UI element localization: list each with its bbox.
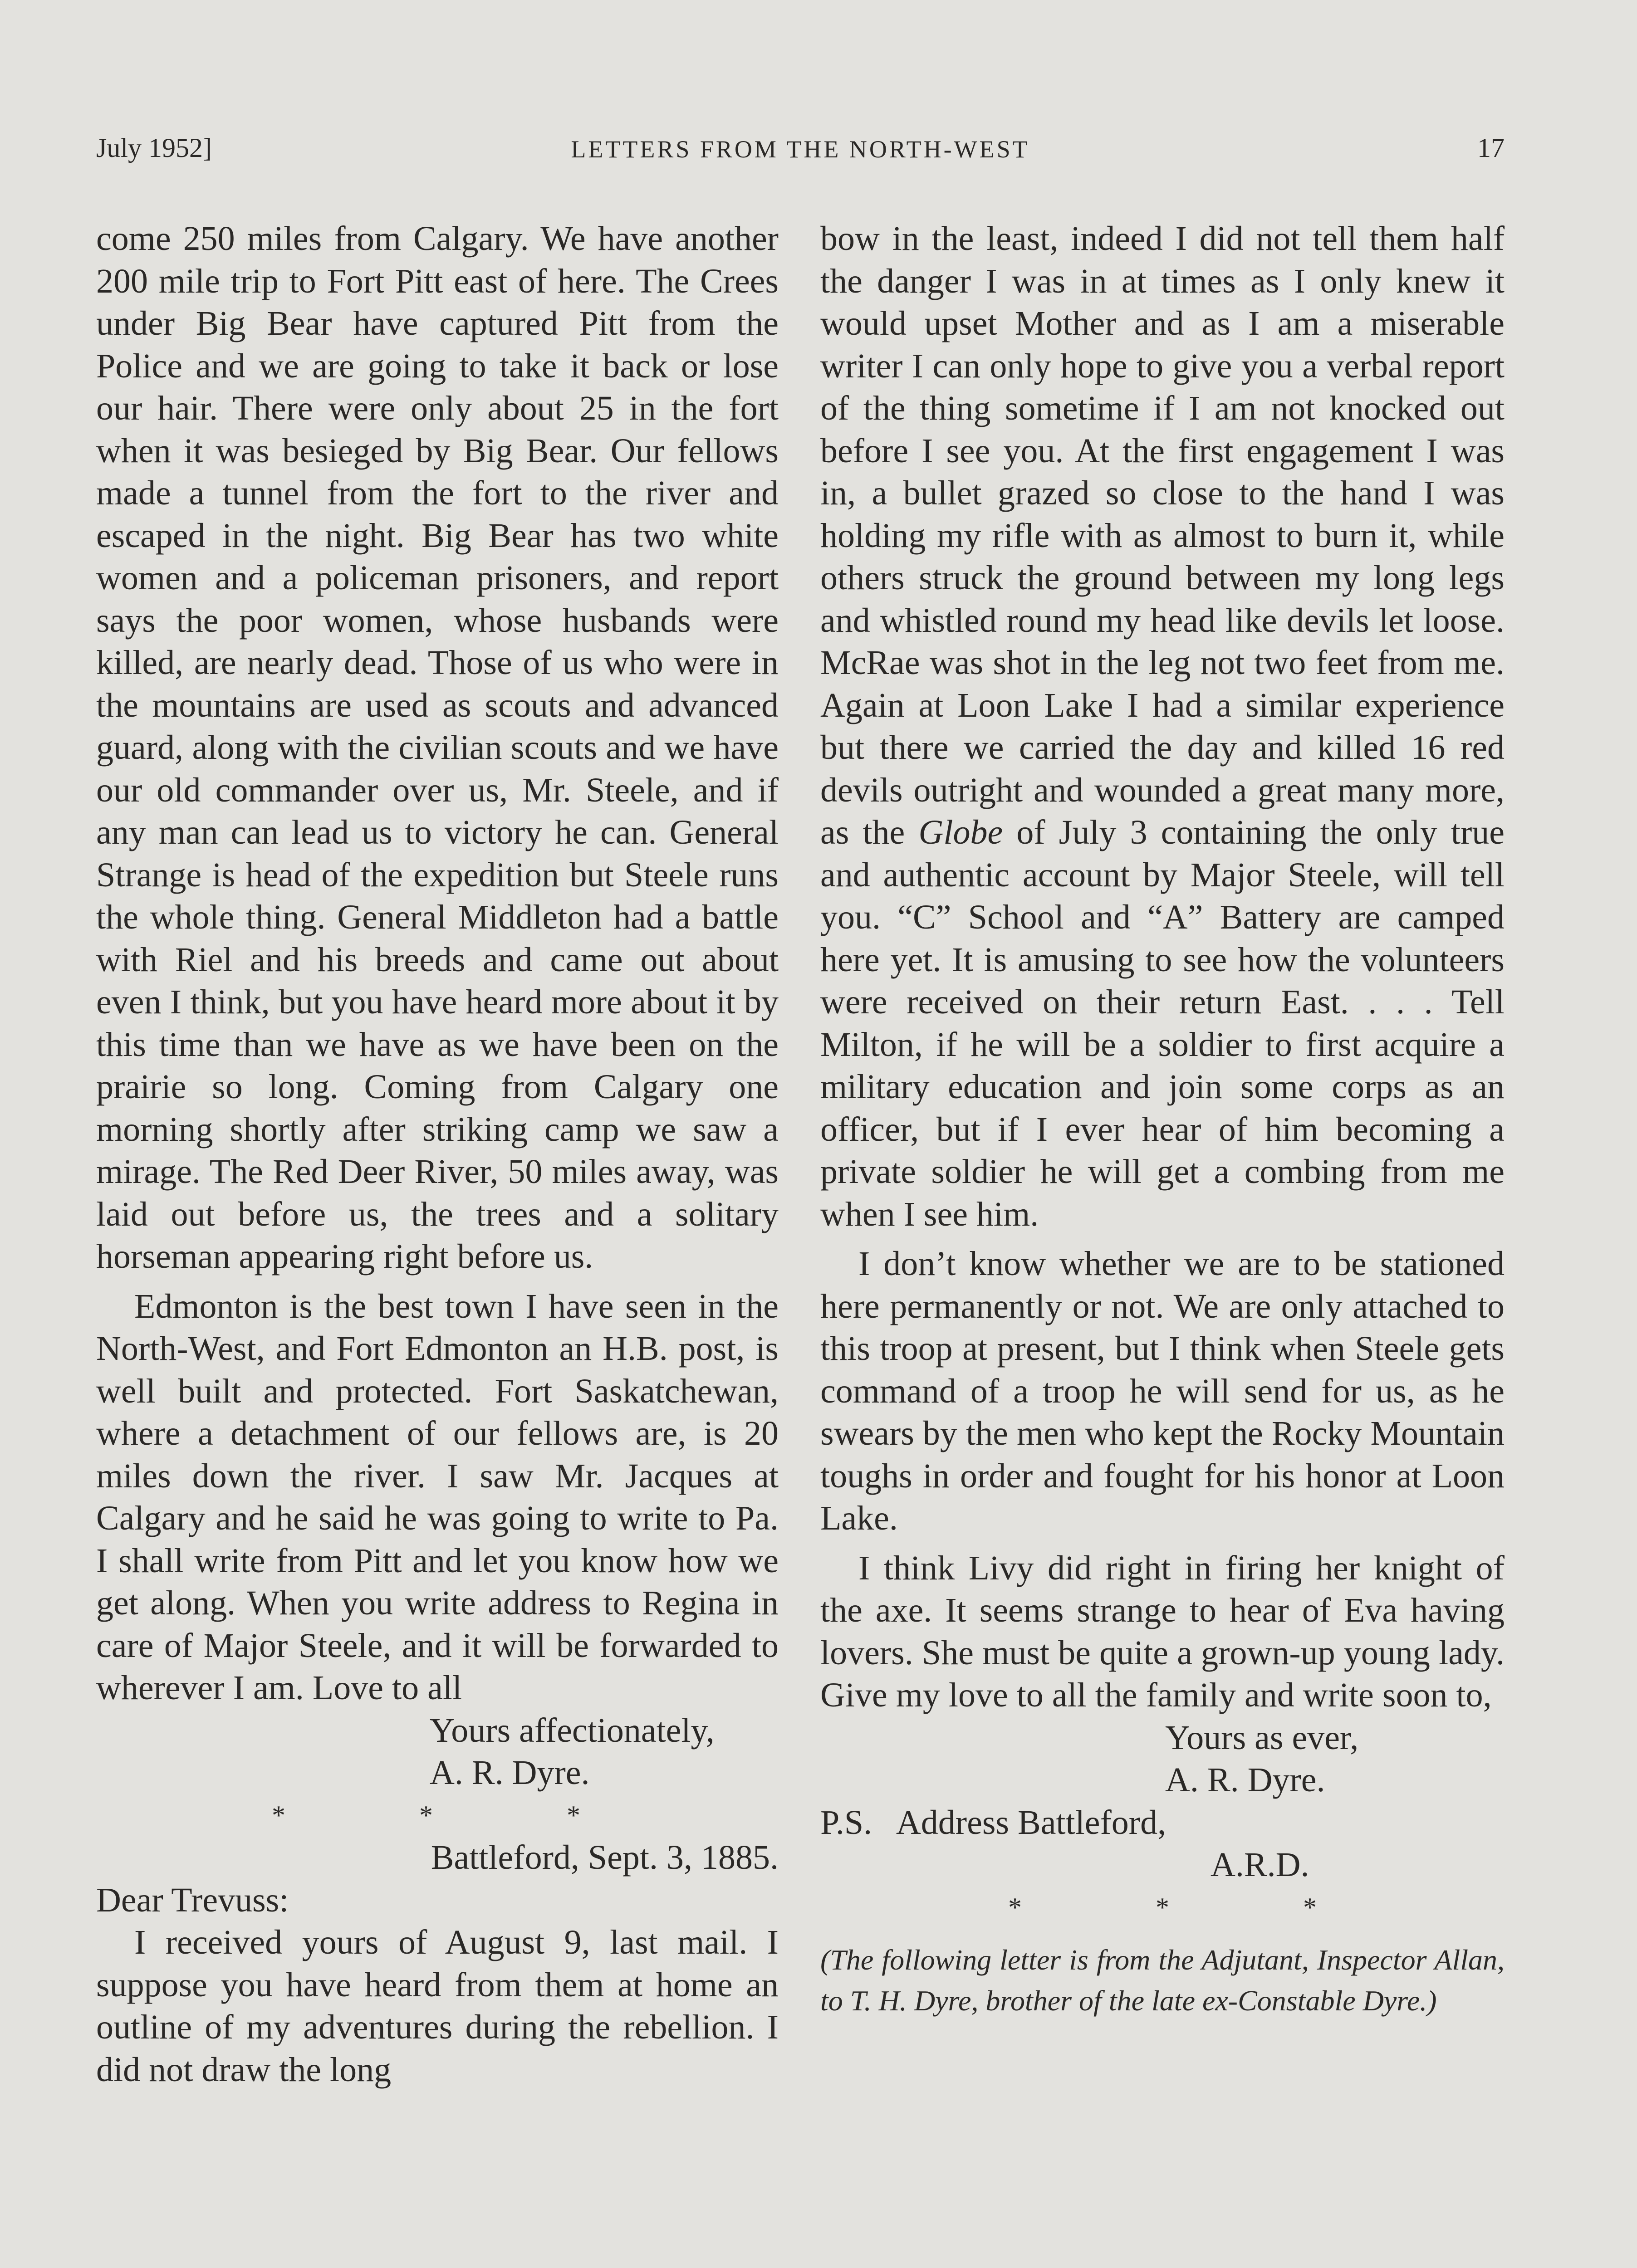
issue-date: July 1952] [96, 133, 212, 163]
section-divider: * * * [272, 1800, 644, 1830]
paragraph-text: bow in the least, indeed I did not tell them half the danger I was in at times as I only knew it would upset Mother and as I am a miserable writer I can only hope to give you a verbal report of the thing sometime if I am not knocked out before I see you. At the first engagement I was in, a bullet grazed so close to the hand I was holding my rifle with as almost to burn it, while others struck the ground between my long legs and whistled round my head like devils let loose. McRae was shot in the leg not two feet from me. Again at Loon Lake I had a similar experience but there we carried the day and killed 16 red devils outright and wounded a great many more, as the [820, 220, 1505, 851]
letter-signature: A. R. Dyre. [430, 1754, 590, 1792]
running-title: LETTERS FROM THE NORTH-WEST [571, 136, 1030, 163]
editorial-note: (The following letter is from the Adjutant, Inspector Allan, to T. H. Dyre, brother of the late ex-Constable Dyre.) [820, 1944, 1505, 2017]
paragraph: Edmonton is the best town I have seen in the North-West, and Fort Edmonton an H.B. post, is well built and protected. Fort Saskatchewan, where a detachment of our fellows are, is 20 miles down the river. I saw Mr. Jacques at Calgary and he said he was going to write to Pa. I shall write from Pitt and let you know how we get along. When you write address to Regina in care of Major Steele, and it will be forwarded to wherever I am. Love to all [96, 1287, 779, 1707]
letter-dateline: Battleford, Sept. 3, 1885. [431, 1838, 779, 1877]
letter-salutation: Dear Trevuss: [96, 1881, 289, 1919]
newspaper-title: Globe [918, 813, 1003, 851]
left-column [96, 218, 779, 2091]
paragraph: I don’t know whether we are to be stationed here permanently or not. We are only attached to this troop at present, but I think when Steele gets command of a troop he will send for us, as he swears by the men who kept the Rocky Mountain toughs in order and fought for his honor at Loon Lake. [820, 1245, 1505, 1537]
letter-closing: Yours as ever, [1165, 1718, 1359, 1757]
paragraph: I think Livy did right in firing her knight of the axe. It seems strange to hear of Eva having lovers. She must be quite a grown-up young lady. Give my love to all the family and write soon to, [820, 1549, 1505, 1714]
paragraph: I received yours of August 9, last mail. I suppose you have heard from them at home an outline of my adventures during the rebellion. I did not draw the long [96, 1923, 779, 2089]
paragraph [820, 218, 1505, 1236]
paragraph-text: of July 3 containing the only true and authentic account by Major Steele, will tell you. “C” School and “A” Battery are camped here yet. It is amusing to see how the volunteers were received on their return East. . . . Tell Milton, if he will be a soldier to first acquire a military education and join some corps as an officer, but if I ever hear of him becoming a private soldier he will get a combing from me when I see him. [820, 813, 1505, 1233]
letter-signature: A. R. Dyre. [1165, 1761, 1325, 1799]
right-column [820, 218, 1505, 2021]
postscript: P.S. Address Battleford, [820, 1803, 1166, 1842]
postscript-initials: A.R.D. [1211, 1846, 1309, 1884]
running-header [96, 132, 1505, 182]
paragraph: come 250 miles from Calgary. We have another 200 mile trip to Fort Pitt east of here. The Crees under Big Bear have captured Pitt from the Police and we are going to take it back or lose our hair. There were only about 25 in the fort when it was besieged by Big Bear. Our fellows made a tunnel from the fort to the river and escaped in the night. Big Bear has two white women and a policeman prisoners, and report says the poor women, whose husbands were killed, are nearly dead. Those of us who were in the mountains are used as scouts and advanced guard, along with the civilian scouts and we have our old commander over us, Mr. Steele, and if any man can lead us to victory he can. General Strange is head of the expedition but Steele runs the whole thing. General Middleton had a battle with Riel and his breeds and came out about even I think, but you have heard more about it by this time than we have as we have been on the prairie so long. Coming from Calgary one morning shortly after striking camp we saw a mirage. The Red Deer River, 50 miles away, was laid out before us, the trees and a solitary horseman appearing right before us. [96, 220, 779, 1276]
letter-closing: Yours affectionately, [430, 1711, 715, 1750]
page-number: 17 [1477, 133, 1505, 163]
section-divider: * * * [1008, 1892, 1380, 1922]
